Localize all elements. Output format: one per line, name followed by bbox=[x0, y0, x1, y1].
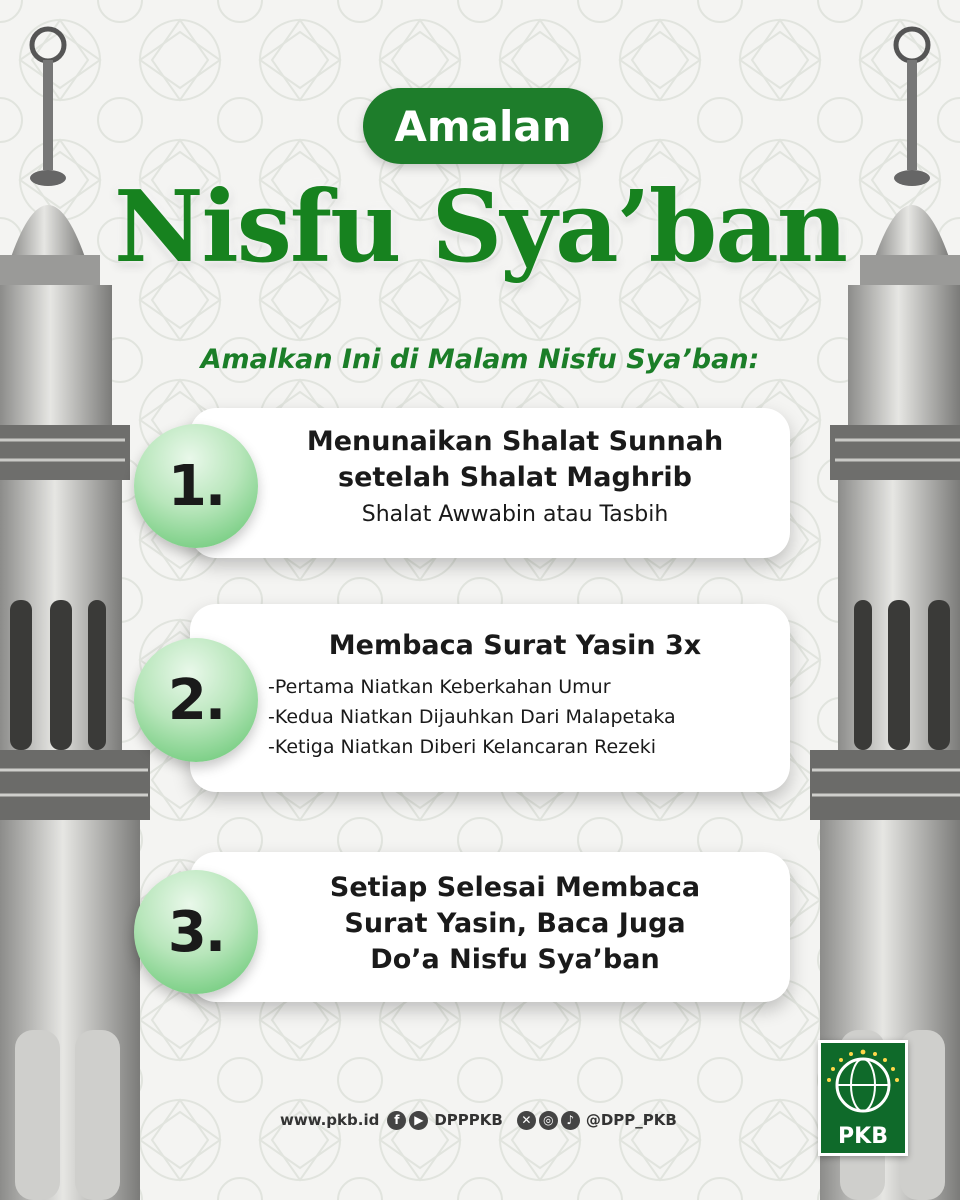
page-title: Nisfu Sya’ban bbox=[113, 170, 847, 285]
logo-label: PKB bbox=[838, 1124, 888, 1149]
pkb-logo bbox=[818, 1040, 908, 1156]
item-number-badge-1 bbox=[134, 424, 258, 548]
item-2-points bbox=[268, 672, 768, 762]
item-2-title bbox=[270, 628, 760, 664]
tiktok-icon[interactable]: ♪ bbox=[561, 1111, 580, 1130]
item-text-3 bbox=[270, 870, 760, 978]
x-icon[interactable]: ✕ bbox=[517, 1111, 536, 1130]
instagram-icon[interactable]: ◎ bbox=[539, 1111, 558, 1130]
youtube-icon[interactable]: ▶ bbox=[409, 1111, 428, 1130]
item-1-line-2: setelah Shalat Maghrib bbox=[338, 462, 692, 493]
website-link[interactable]: www.pkb.id bbox=[280, 1111, 380, 1129]
item-text-1 bbox=[270, 424, 760, 530]
handle-dpp-pkb[interactable]: @DPP_PKB bbox=[585, 1111, 677, 1129]
item-3-line-2: Surat Yasin, Baca Juga bbox=[344, 908, 686, 939]
item-2-point-1: -Pertama Niatkan Keberkahan Umur bbox=[268, 676, 611, 698]
amalan-badge-label: Amalan bbox=[394, 101, 572, 151]
item-2-heading: Membaca Surat Yasin 3x bbox=[328, 630, 702, 661]
handle-dpppkb[interactable]: DPPPKB bbox=[434, 1111, 503, 1129]
page-subtitle: Amalkan Ini di Malam Nisfu Sya’ban: bbox=[200, 344, 760, 375]
item-number-badge-2 bbox=[134, 638, 258, 762]
item-number-3: 3. bbox=[167, 899, 225, 965]
globe-icon bbox=[821, 1043, 905, 1121]
item-number-1: 1. bbox=[167, 453, 225, 519]
item-3-line-3: Do’a Nisfu Sya’ban bbox=[370, 944, 660, 975]
item-number-badge-3 bbox=[134, 870, 258, 994]
item-1-line-1: Menunaikan Shalat Sunnah bbox=[306, 426, 724, 457]
item-1-note: Shalat Awwabin atau Tasbih bbox=[361, 502, 669, 527]
item-2-point-2: -Kedua Niatkan Dijauhkan Dari Malapetaka bbox=[268, 706, 676, 728]
item-3-line-1: Setiap Selesai Membaca bbox=[329, 872, 701, 903]
facebook-icon[interactable]: f bbox=[387, 1111, 406, 1130]
item-2-point-3: -Ketiga Niatkan Diberi Kelancaran Rezeki bbox=[268, 736, 657, 758]
item-number-2: 2. bbox=[167, 667, 225, 733]
amalan-badge bbox=[363, 88, 603, 164]
footer-social bbox=[280, 1106, 677, 1134]
